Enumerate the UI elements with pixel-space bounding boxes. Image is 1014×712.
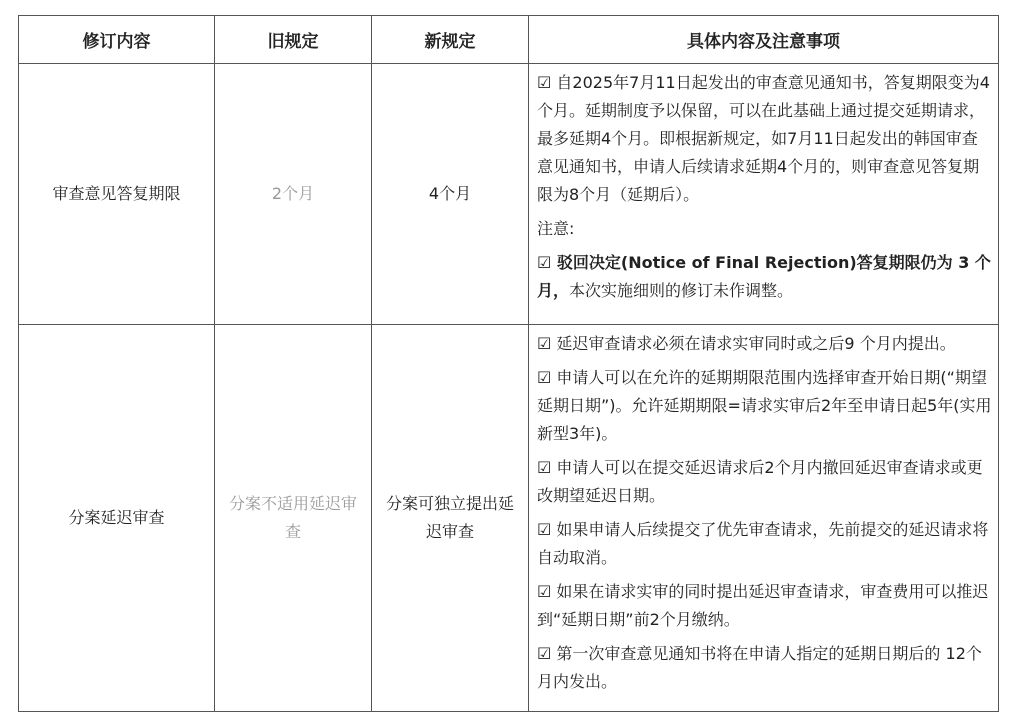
note-bold-text: ☑ 驳回决定(Notice of Final Rejection)答复期限仍为 3 个月， xyxy=(537,253,991,300)
table-row xyxy=(19,64,999,325)
detail-paragraph: ☑ 申请人可以在允许的延期期限范围内选择审查开始日期(“期望延期日期”)。允许延期期限=请求实审后2年至申请日起5年(实用新型3年)。 xyxy=(537,368,992,443)
new-rule-cell: 4个月 xyxy=(372,64,529,325)
final-rejection-note xyxy=(537,249,992,305)
revision-table xyxy=(18,15,999,712)
note-label: 注意: xyxy=(537,219,575,238)
detail-paragraph: ☑ 自2025年7月11日起发出的审查意见通知书，答复期限变为4个月。延期制度予以保留，可以在此基础上通过提交延期请求，最多延期4个月。即根据新规定，如7月11日起发出的韩国审查意见通知书，申请人后续请求延期4个月的，则审查意见答复期限为8个月（延期后）。 xyxy=(537,73,990,204)
details-cell xyxy=(529,64,999,325)
revision-item-cell: 审查意见答复期限 xyxy=(19,64,215,325)
note-rest-text: 本次实施细则的修订未作调整。 xyxy=(569,281,794,300)
table-header-row xyxy=(19,16,999,64)
detail-paragraph: ☑ 第一次审查意见通知书将在申请人指定的延期日期后的 12个月内发出。 xyxy=(537,644,982,691)
header-new-rule: 新规定 xyxy=(372,16,529,64)
table-row xyxy=(19,325,999,712)
new-rule-cell: 分案可独立提出延迟审查 xyxy=(372,325,529,712)
header-details: 具体内容及注意事项 xyxy=(529,16,999,64)
detail-paragraph: ☑ 如果在请求实审的同时提出延迟审查请求，审查费用可以推迟到“延期日期”前2个月缴纳。 xyxy=(537,582,989,629)
old-rule-cell: 2个月 xyxy=(215,64,372,325)
header-revision-item: 修订内容 xyxy=(19,16,215,64)
revision-item-cell: 分案延迟审查 xyxy=(19,325,215,712)
detail-paragraph: ☑ 延迟审查请求必须在请求实审同时或之后9 个月内提出。 xyxy=(537,334,956,353)
old-rule-cell: 分案不适用延迟审查 xyxy=(215,325,372,712)
details-cell xyxy=(529,325,999,712)
detail-paragraph: ☑ 申请人可以在提交延迟请求后2个月内撤回延迟审查请求或更改期望延迟日期。 xyxy=(537,458,983,505)
header-old-rule: 旧规定 xyxy=(215,16,372,64)
detail-paragraph: ☑ 如果申请人后续提交了优先审查请求，先前提交的延迟请求将自动取消。 xyxy=(537,520,989,567)
